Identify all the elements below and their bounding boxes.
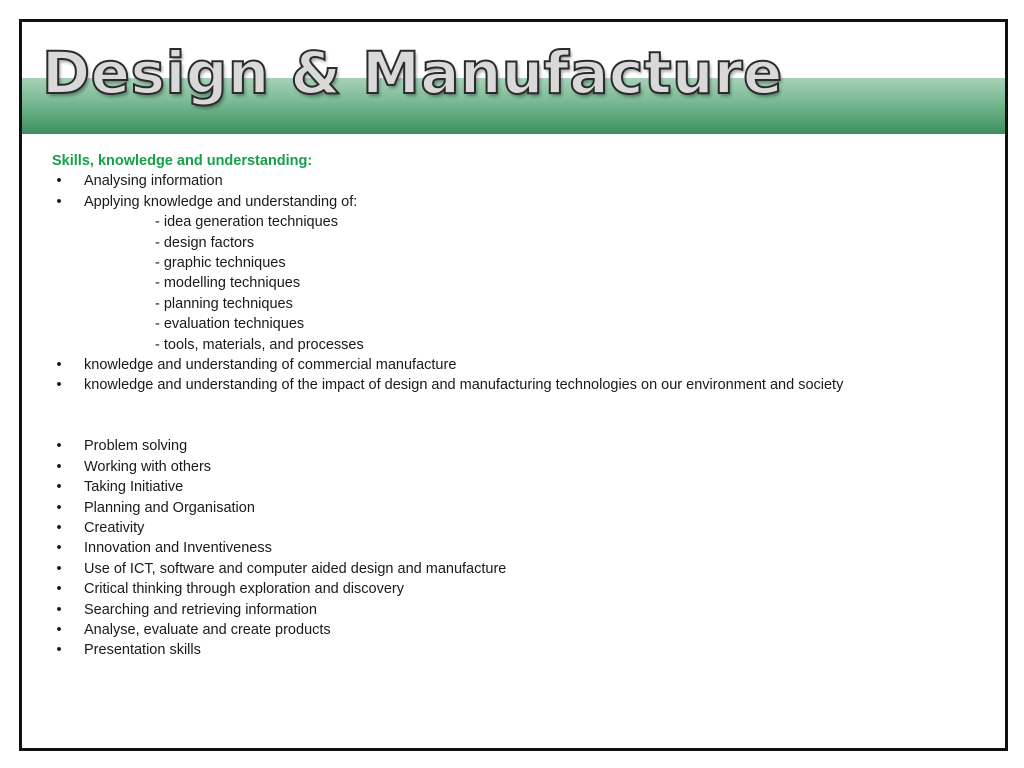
list-item-text: Working with others [84,458,212,475]
bullet-icon: • [56,438,62,455]
list-item-text: Searching and retrieving information [84,601,317,618]
sub-list-item: - design factors [155,234,255,251]
list-item-text: Applying knowledge and understanding of: [84,193,358,210]
list-item [52,192,982,212]
bullet-icon: • [56,479,62,496]
list-item [52,436,982,456]
list-item [52,375,982,395]
list-item-text: Problem solving [84,438,188,455]
slide-content [52,151,982,661]
bullet-icon: • [56,377,62,394]
sub-list-item: - planning techniques [155,295,293,312]
list-item [52,620,982,640]
bullet-icon: • [56,356,62,373]
list-item-text: Innovation and Inventiveness [84,540,272,557]
list-item-text: Creativity [84,520,145,537]
bullet-icon: • [56,622,62,638]
sub-list-item: - idea generation techniques [155,214,338,231]
bullet-icon: • [56,499,62,516]
list-item [52,498,982,518]
list-item-text: Use of ICT, software and computer aided design and manufacture [84,560,507,577]
list-item-text: Taking Initiative [84,479,184,496]
list-item [52,559,982,579]
slide-frame [19,19,1008,751]
list-item [52,518,982,538]
list-item-text: Presentation skills [84,642,201,659]
list-item [52,579,982,599]
sub-list-item: - evaluation techniques [155,316,305,333]
spacer [52,396,982,437]
bullet-icon: • [56,642,62,659]
bullet-icon: • [56,193,62,210]
bullet-icon: • [56,458,62,475]
list-item [52,600,982,620]
list-item [52,477,982,497]
list-item-text: Analysing information [84,173,223,190]
list-item-text: Critical thinking through exploration and discovery [84,581,404,598]
list-item [52,457,982,477]
bullet-icon: • [56,601,62,618]
section-heading: Skills, knowledge and understanding: [52,153,313,169]
list-item [52,355,982,375]
bullet-icon: • [56,540,62,557]
bullet-icon: • [56,560,62,577]
sub-list-item: - tools, materials, and processes [155,336,364,353]
sub-list-item: - graphic techniques [155,254,286,271]
slide-title: Design & Manufacture [42,39,783,107]
sub-list-item: - modelling techniques [155,275,301,292]
list-item-text: Analyse, evaluate and create products [84,622,331,638]
bullet-icon: • [56,581,62,598]
list-item [52,538,982,558]
list-item-text: knowledge and understanding of commercial manufacture [84,356,457,373]
bullet-icon: • [56,520,62,537]
list-item-text: Planning and Organisation [84,499,255,516]
list-item-text: knowledge and understanding of the impact of design and manufacturing technologies on our environment and society [84,377,844,394]
bullet-icon: • [56,173,62,190]
list-item [52,171,982,191]
list-item [52,640,982,660]
